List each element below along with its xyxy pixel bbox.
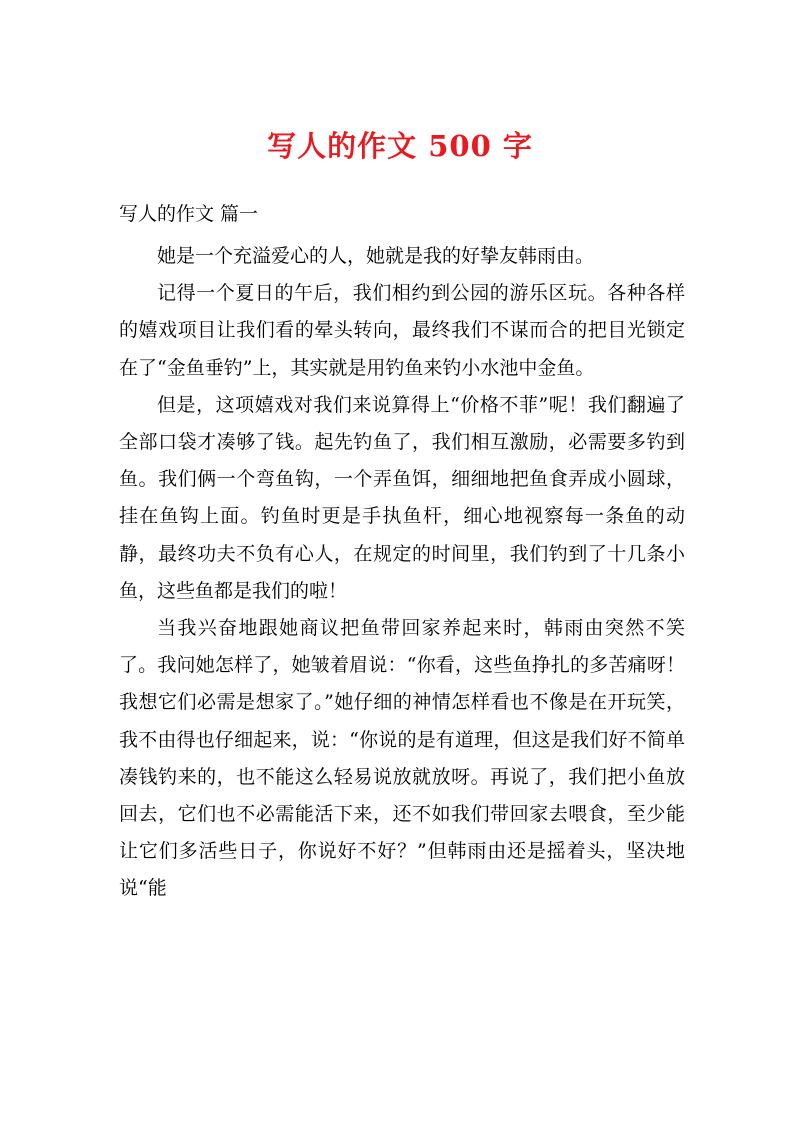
document-body [119, 238, 685, 908]
paragraph: 她是一个充溢爱心的人，她就是我的好挚友韩雨由。 [157, 245, 595, 267]
paragraph: 当我兴奋地跟她商议把鱼带回家养起来时，韩雨由突然不笑了。我问她怎样了，她皱着眉说：“你看，这些鱼挣扎的多苦痛呀！我想它们必需是想家了。”她仔细的神情怎样看也不像是在开玩笑，我不由得也仔细起来，说：“你说的是有道理，但这是我们好不简单凑钱钓来的，也不能这么轻易说放就放呀。再说了，我们把小鱼放回去，它们也不必需能活下来，还不如我们带回家去喂食，至少能让它们多活些日子，你说好不好？”但韩雨由还是摇着头，坚决地说“能 [119, 617, 685, 900]
paragraph: 但是，这项嬉戏对我们来说算得上“价格不菲”呢！我们翻遍了全部口袋才凑够了钱。起先钓鱼了，我们相互激励，必需要多钓到鱼。我们俩一个弯鱼钩，一个弄鱼饵，细细地把鱼食弄成小圆球，挂在鱼钩上面。钓鱼时更是手执鱼杆，细心地视察每一条鱼的动静，最终功夫不负有心人，在规定的时间里，我们钓到了十几条小鱼，这些鱼都是我们的啦！ [119, 393, 685, 602]
paragraph: 记得一个夏日的午后，我们相约到公园的游乐区玩。各种各样的嬉戏项目让我们看的晕头转向，最终我们不谋而合的把目光锁定在了“金鱼垂钓”上，其实就是用钓鱼来钓小水池中金鱼。 [119, 282, 685, 379]
document-title: 写人的作文 500 字 [267, 129, 533, 163]
section-heading: 写人的作文 篇一 [119, 203, 259, 225]
